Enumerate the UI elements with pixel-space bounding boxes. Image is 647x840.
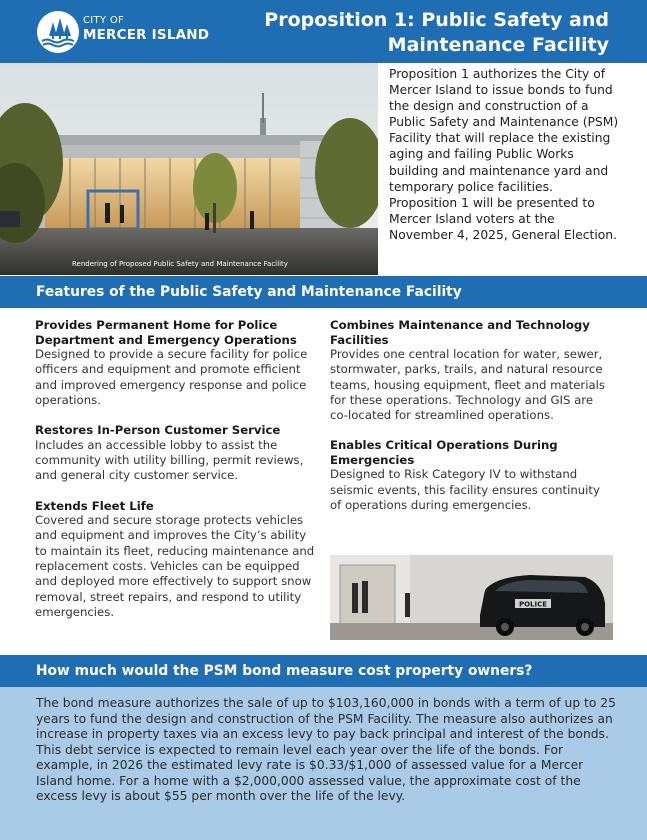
feature-body: Designed to Risk Category IV to withstand seismic events, this facility ensures continuity of operations during emergencies. [330,467,600,513]
police-vehicle-image [330,555,613,640]
feature-title: Provides Permanent Home for Police Department and Emergency Operations [35,318,297,347]
feature-item [330,318,610,423]
features-left-column [35,318,315,635]
feature-body: Covered and secure storage protects vehicles and equipment and improves the City’s ability to maintain its fleet, reducing maintenance and replacement costs. Vehicles can be equipped and deployed more effectively to support snow removal, street repairs, and respond to utility emergencies. [35,513,315,619]
city-logo-icon [36,10,80,54]
police-label: POLICE [518,600,548,609]
feature-title: Combines Maintenance and Technology Facilities [330,318,590,347]
hero-rendering [0,63,378,275]
building-rendering-image [0,63,378,275]
feature-body: Provides one central location for water, sewer, stormwater, parks, trails, and natural resource teams, housing equipment, fleet and materials for these operations. Technology and GIS are co-located for streamlined operations. [330,347,605,423]
feature-title: Enables Critical Operations During Emergencies [330,438,558,467]
feature-title: Extends Fleet Life [35,498,154,513]
logo-mercer-island: MERCER ISLAND [83,27,210,43]
feature-item [330,438,610,513]
features-right-column [330,318,610,528]
feature-title: Restores In-Person Customer Service [35,423,281,438]
feature-body: Includes an accessible lobby to assist the community with utility billing, permit reviews, and general city customer service. [35,437,304,483]
header-banner [0,0,647,63]
hero-caption: Rendering of Proposed Public Safety and Maintenance Facility [72,260,288,268]
feature-body: Designed to provide a secure facility for police officers and equipment and promote efficient and improved emergency response and police operations. [35,347,308,407]
cost-paragraph: The bond measure authorizes the sale of up to $103,160,000 in bonds with a term of up to 25 years to fund the design and construction of the PSM Facility. The measure also authorizes an increase in property taxes via an excess levy to pay back principal and interest of the bonds. This debt service is expected to remain level each year over the life of the bonds. For example, in 2026 the estimated levy rate is $0.33/$1,000 of assessed value for a Mercer Island home. For a home with a $2,000,000 assessed value, the approximate cost of the excess levy is about $55 per month over the life of the levy. [36,696,616,803]
feature-item [35,499,315,621]
police-car-rendering [330,555,613,640]
cost-heading: How much would the PSM bond measure cost property owners? [0,655,647,687]
logo-city-of: CITY OF [83,15,125,26]
features-heading: Features of the Public Safety and Maintenance Facility [0,276,647,308]
feature-item [35,423,315,483]
page-title: Proposition 1: Public Safety and Maintenance Facility [264,9,609,56]
feature-item [35,318,315,408]
intro-paragraph: Proposition 1 authorizes the City of Mercer Island to issue bonds to fund the design and construction of a Public Safety and Maintenance (PSM) Facility that will replace the existing aging and failing Public Works building and maintenance yard and temporary police facilities. Proposition 1 will be presented to Mercer Island voters at the November 4, 2025, General Election. [389,67,619,242]
